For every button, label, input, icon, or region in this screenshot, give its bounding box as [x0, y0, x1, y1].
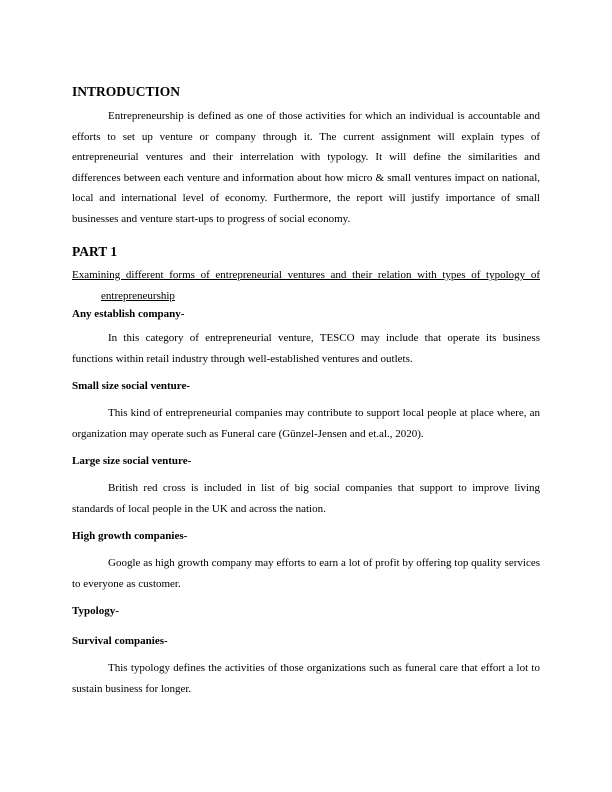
section-text-survival: This typology defines the activities of those organizations such as funeral care that effort a lot to sustain business for longer. — [72, 662, 540, 695]
section-text-large-social-venture: British red cross is included in list of big social companies that support to improve living standards of local people in the UK and across the nation. — [72, 482, 540, 515]
part1-subheading: Examining different forms of entrepreneurial ventures and their relation with types of typology of entrepreneurship — [72, 269, 540, 302]
section-heading-established-company: Any establish company- — [72, 308, 185, 320]
section-heading-typology: Typology- — [72, 605, 119, 617]
section-heading-small-social-venture: Small size social venture- — [72, 380, 191, 392]
part1-heading: PART 1 — [72, 244, 118, 259]
section-text-high-growth: Google as high growth company may efforts to earn a lot of profit by offering top quality services to everyone as customer. — [72, 557, 540, 590]
section-heading-survival: Survival companies- — [72, 635, 168, 647]
introduction-heading: INTRODUCTION — [72, 84, 181, 99]
section-text-small-social-venture: This kind of entrepreneurial companies may contribute to support local people at place where, an organization may operate such as Funeral care (Günzel-Jensen and et.al., 2020). — [72, 407, 540, 440]
document-page — [72, 84, 540, 699]
section-heading-high-growth: High growth companies- — [72, 530, 188, 542]
introduction-paragraph: Entrepreneurship is defined as one of those activities for which an individual is accountable and efforts to set up venture or company through it. The current assignment will explain types of entrepreneurial ventures and their interrelation with typology. It will define the similarities and differences between each venture and information about how micro & small ventures impact on national, local and international level of economy. Furthermore, the report will justify importance of small businesses and venture start-ups to progress of social economy. — [72, 110, 540, 225]
section-text-established-company: In this category of entrepreneurial venture, TESCO may include that operate its business functions within retail industry through well-established ventures and outlets. — [72, 332, 540, 365]
section-heading-large-social-venture: Large size social venture- — [72, 455, 192, 467]
